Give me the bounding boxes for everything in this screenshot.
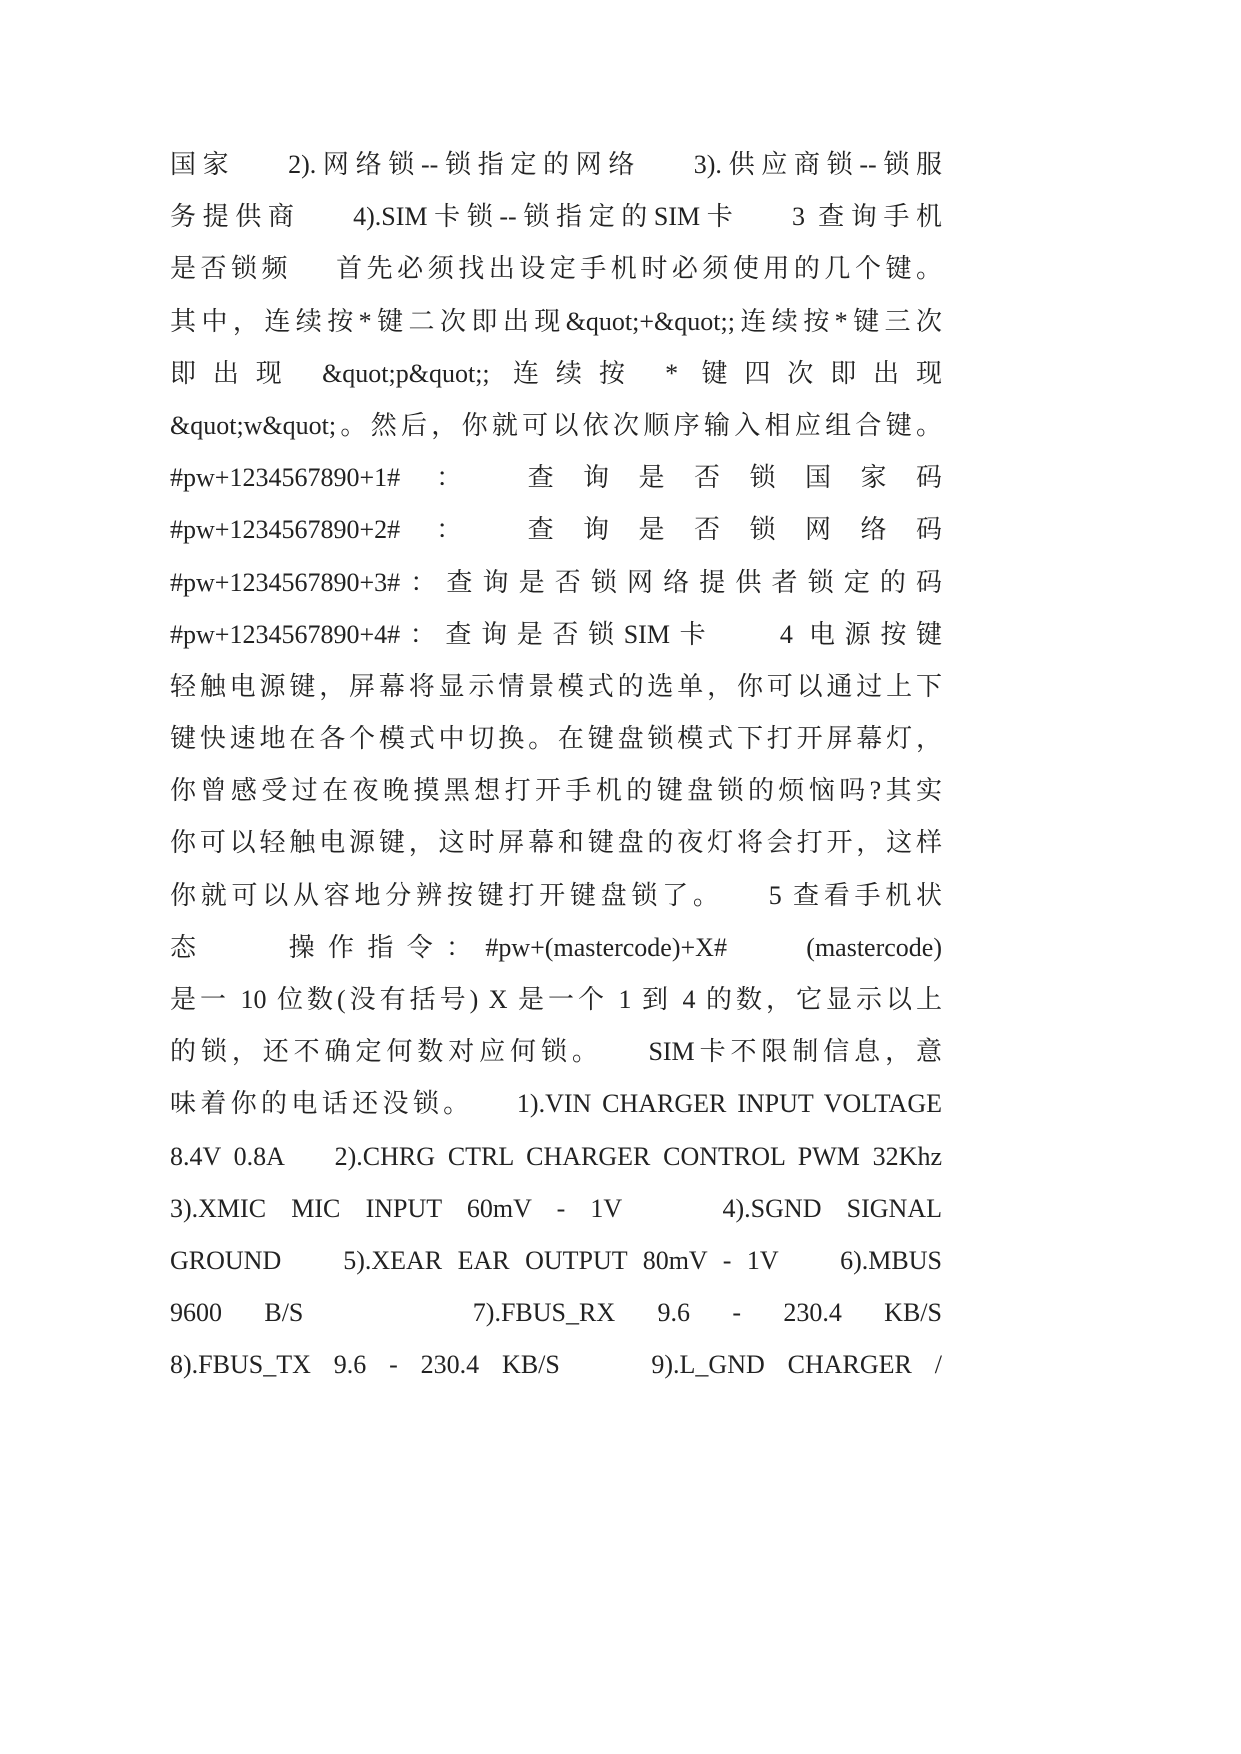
text-line: #pw+1234567890+1# ： 查询是否锁国家码 <box>170 463 942 493</box>
text-line: 国家 2).网络锁--锁指定的网络 3).供应商锁--锁服 <box>170 150 942 179</box>
text-line: 你可以轻触电源键，这时屏幕和键盘的夜灯将会打开，这样 <box>170 828 942 858</box>
text-line: 键快速地在各个模式中切换。在键盘锁模式下打开屏幕灯， <box>170 724 942 754</box>
text-line: 的锁，还不确定何数对应何锁。 SIM卡不限制信息，意 <box>170 1037 942 1067</box>
body-text <box>170 139 942 1392</box>
text-line: #pw+1234567890+4#：查询是否锁SIM卡 4 电源按键 <box>170 619 942 649</box>
text-line: #pw+1234567890+2# ： 查询是否锁网络码 <box>170 515 942 545</box>
text-line: 你曾感受过在夜晚摸黑想打开手机的键盘锁的烦恼吗?其实 <box>170 776 942 806</box>
text-line: 味着你的电话还没锁。 1).VIN CHARGER INPUT VOLTAGE <box>170 1089 942 1119</box>
text-line: 务提供商 4).SIM卡锁--锁指定的SIM卡 3 查询手机 <box>170 202 942 232</box>
text-line: 9600 B/S 7).FBUS_RX 9.6 - 230.4 KB/S <box>170 1298 942 1328</box>
text-line: 态 操作指令：#pw+(mastercode)+X# (mastercode) <box>170 932 942 962</box>
text-line: 8).FBUS_TX 9.6 - 230.4 KB/S 9).L_GND CHARGER / <box>170 1350 942 1380</box>
text-line: GROUND 5).XEAR EAR OUTPUT 80mV - 1V 6).MBUS <box>170 1245 942 1275</box>
text-line: 你就可以从容地分辨按键打开键盘锁了。 5 查看手机状 <box>170 880 942 910</box>
text-line: 轻触电源键，屏幕将显示情景模式的选单，你可以通过上下 <box>170 671 942 701</box>
text-line: 其中，连续按*键二次即出现&quot;+&quot;;连续按*键三次 <box>170 306 942 336</box>
text-line: &quot;w&quot;。然后，你就可以依次顺序输入相应组合键。 <box>170 410 942 440</box>
text-line: 是否锁频 首先必须找出设定手机时必须使用的几个键。 <box>170 254 942 284</box>
text-line: 即出现 &quot;p&quot;; 连续按 * 键四次即出现 <box>170 358 942 388</box>
text-line: 8.4V 0.8A 2).CHRG CTRL CHARGER CONTROL PWM 32Khz <box>170 1141 942 1171</box>
text-line: 3).XMIC MIC INPUT 60mV - 1V 4).SGND SIGNAL <box>170 1193 942 1223</box>
text-line: #pw+1234567890+3#：查询是否锁网络提供者锁定的码 <box>170 567 942 597</box>
text-line: 是一 10 位数(没有括号) X 是一个 1 到 4 的数，它显示以上 <box>170 985 942 1014</box>
